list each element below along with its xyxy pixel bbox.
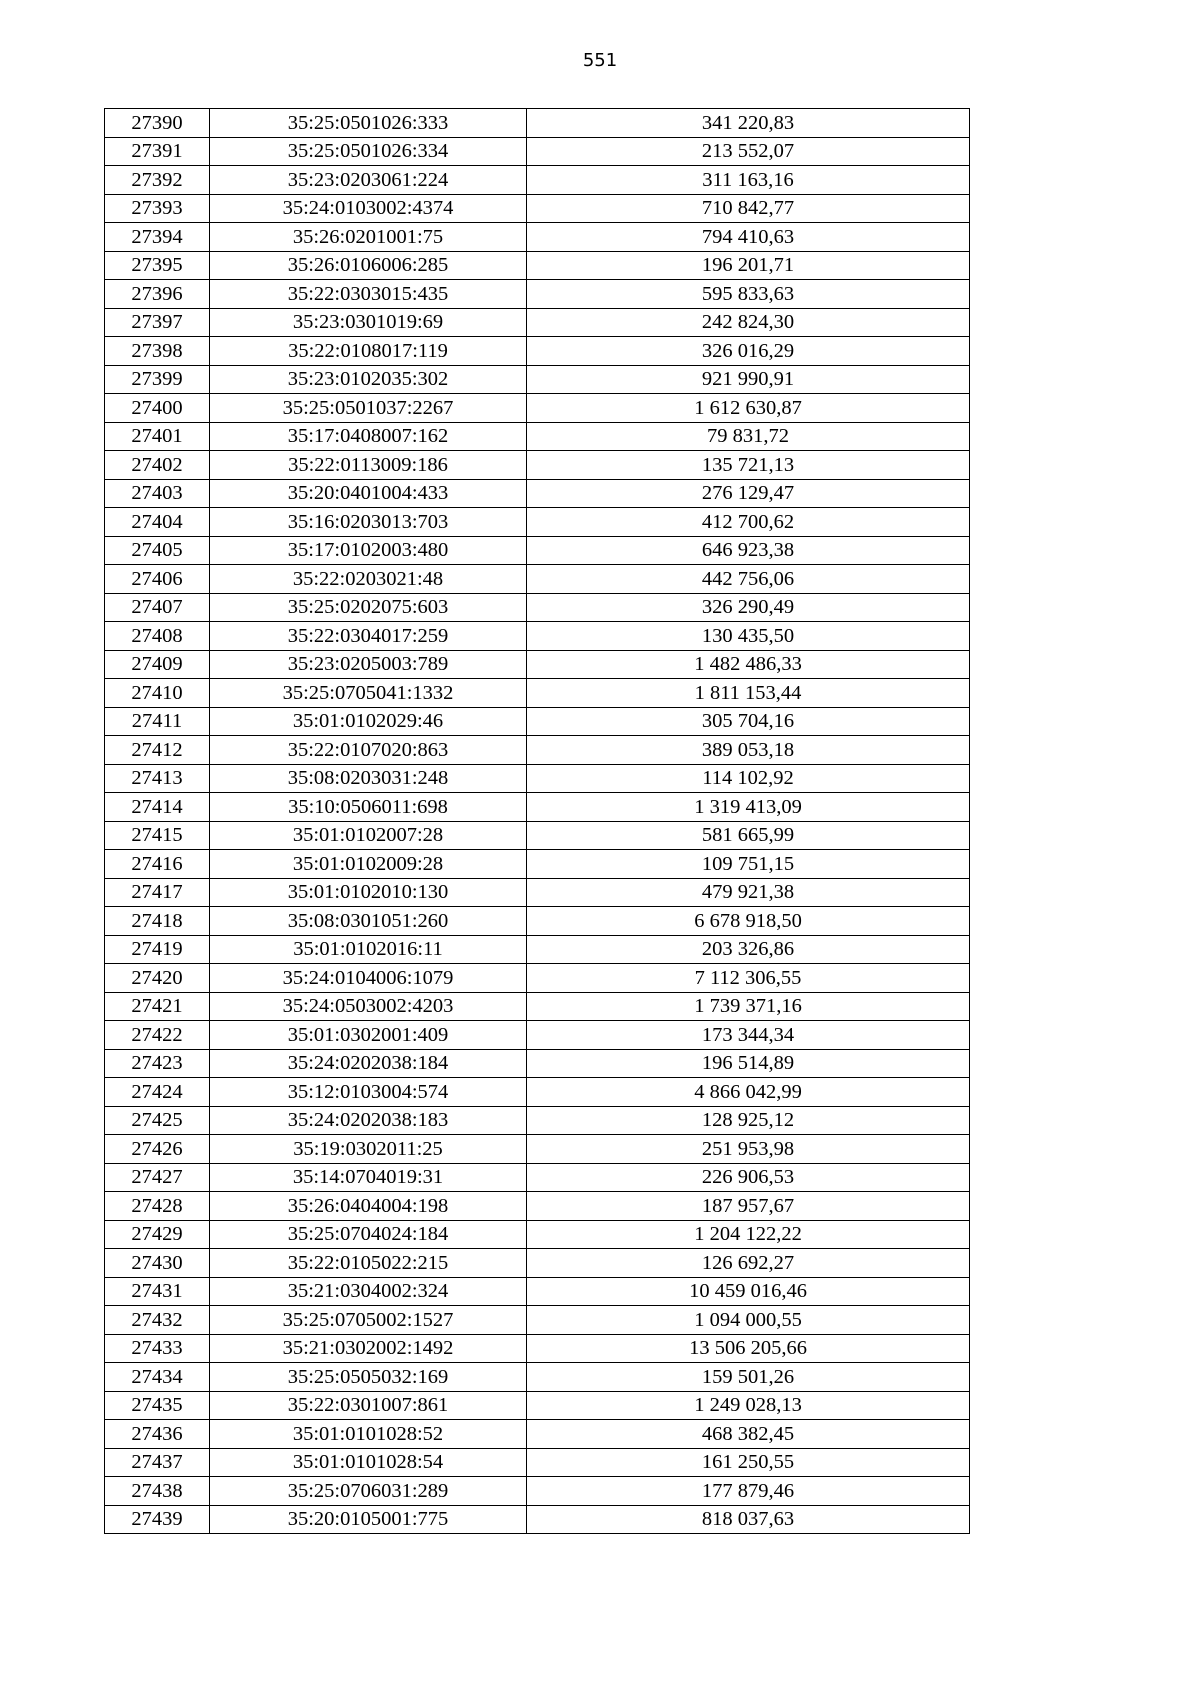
cadastral-number-cell: 35:25:0202075:603	[210, 593, 527, 622]
row-number-cell: 27414	[105, 793, 210, 822]
table-row	[105, 1391, 970, 1420]
row-number-cell: 27405	[105, 536, 210, 565]
cadastral-number-cell: 35:24:0103002:4374	[210, 194, 527, 223]
cadastral-number-cell: 35:01:0101028:52	[210, 1420, 527, 1449]
table-row	[105, 793, 970, 822]
cadastral-number-cell: 35:01:0102007:28	[210, 821, 527, 850]
row-number-cell: 27411	[105, 707, 210, 736]
table-row	[105, 280, 970, 309]
row-number-cell: 27416	[105, 850, 210, 879]
cadastral-value-cell: 135 721,13	[527, 451, 970, 480]
cadastral-value-cell: 13 506 205,66	[527, 1334, 970, 1363]
cadastral-number-cell: 35:22:0105022:215	[210, 1249, 527, 1278]
row-number-cell: 27437	[105, 1448, 210, 1477]
table-row	[105, 764, 970, 793]
row-number-cell: 27428	[105, 1192, 210, 1221]
row-number-cell: 27402	[105, 451, 210, 480]
cadastral-value-cell: 479 921,38	[527, 878, 970, 907]
cadastral-value-cell: 4 866 042,99	[527, 1078, 970, 1107]
cadastral-number-cell: 35:22:0107020:863	[210, 736, 527, 765]
row-number-cell: 27409	[105, 650, 210, 679]
row-number-cell: 27410	[105, 679, 210, 708]
row-number-cell: 27399	[105, 365, 210, 394]
row-number-cell: 27396	[105, 280, 210, 309]
cadastral-value-cell: 794 410,63	[527, 223, 970, 252]
cadastral-value-cell: 276 129,47	[527, 479, 970, 508]
cadastral-value-cell: 646 923,38	[527, 536, 970, 565]
table-row	[105, 736, 970, 765]
cadastral-number-cell: 35:08:0203031:248	[210, 764, 527, 793]
cadastral-value-cell: 326 290,49	[527, 593, 970, 622]
cadastral-value-cell: 159 501,26	[527, 1363, 970, 1392]
table-row	[105, 1163, 970, 1192]
table-row	[105, 1505, 970, 1534]
cadastral-value-cell: 196 514,89	[527, 1049, 970, 1078]
row-number-cell: 27436	[105, 1420, 210, 1449]
row-number-cell: 27438	[105, 1477, 210, 1506]
cadastral-number-cell: 35:14:0704019:31	[210, 1163, 527, 1192]
table-row	[105, 1049, 970, 1078]
table-row	[105, 679, 970, 708]
table-row	[105, 1078, 970, 1107]
cadastral-number-cell: 35:01:0101028:54	[210, 1448, 527, 1477]
table-row	[105, 1477, 970, 1506]
row-number-cell: 27404	[105, 508, 210, 537]
cadastral-number-cell: 35:23:0102035:302	[210, 365, 527, 394]
table-row	[105, 308, 970, 337]
cadastral-number-cell: 35:22:0301007:861	[210, 1391, 527, 1420]
table-row	[105, 166, 970, 195]
cadastral-value-cell: 128 925,12	[527, 1106, 970, 1135]
cadastral-number-cell: 35:22:0113009:186	[210, 451, 527, 480]
cadastral-value-cell: 468 382,45	[527, 1420, 970, 1449]
table-row	[105, 251, 970, 280]
table-row	[105, 1420, 970, 1449]
row-number-cell: 27430	[105, 1249, 210, 1278]
table-row	[105, 565, 970, 594]
row-number-cell: 27417	[105, 878, 210, 907]
cadastral-value-cell: 581 665,99	[527, 821, 970, 850]
table-row	[105, 223, 970, 252]
cadastral-value-cell: 305 704,16	[527, 707, 970, 736]
table-row	[105, 878, 970, 907]
row-number-cell: 27439	[105, 1505, 210, 1534]
cadastral-value-cell: 1 612 630,87	[527, 394, 970, 423]
cadastral-number-cell: 35:08:0301051:260	[210, 907, 527, 936]
cadastral-number-cell: 35:17:0102003:480	[210, 536, 527, 565]
cadastral-value-cell: 1 319 413,09	[527, 793, 970, 822]
cadastral-number-cell: 35:25:0505032:169	[210, 1363, 527, 1392]
table-row	[105, 1135, 970, 1164]
table-body	[105, 109, 970, 1534]
cadastral-value-cell: 114 102,92	[527, 764, 970, 793]
row-number-cell: 27407	[105, 593, 210, 622]
cadastral-value-cell: 130 435,50	[527, 622, 970, 651]
cadastral-number-cell: 35:25:0704024:184	[210, 1220, 527, 1249]
table-row	[105, 479, 970, 508]
cadastral-number-cell: 35:16:0203013:703	[210, 508, 527, 537]
row-number-cell: 27424	[105, 1078, 210, 1107]
table-row	[105, 992, 970, 1021]
table-row	[105, 821, 970, 850]
cadastral-number-cell: 35:01:0302001:409	[210, 1021, 527, 1050]
cadastral-value-cell: 1 482 486,33	[527, 650, 970, 679]
cadastral-value-cell: 1 094 000,55	[527, 1306, 970, 1335]
cadastral-number-cell: 35:23:0301019:69	[210, 308, 527, 337]
cadastral-number-cell: 35:22:0203021:48	[210, 565, 527, 594]
row-number-cell: 27433	[105, 1334, 210, 1363]
row-number-cell: 27431	[105, 1277, 210, 1306]
cadastral-number-cell: 35:22:0108017:119	[210, 337, 527, 366]
row-number-cell: 27392	[105, 166, 210, 195]
cadastral-value-cell: 326 016,29	[527, 337, 970, 366]
cadastral-value-cell: 196 201,71	[527, 251, 970, 280]
cadastral-value-cell: 242 824,30	[527, 308, 970, 337]
cadastral-number-cell: 35:01:0102029:46	[210, 707, 527, 736]
row-number-cell: 27401	[105, 422, 210, 451]
cadastral-number-cell: 35:19:0302011:25	[210, 1135, 527, 1164]
row-number-cell: 27394	[105, 223, 210, 252]
cadastral-number-cell: 35:24:0503002:4203	[210, 992, 527, 1021]
cadastral-value-cell: 710 842,77	[527, 194, 970, 223]
row-number-cell: 27425	[105, 1106, 210, 1135]
cadastral-number-cell: 35:24:0104006:1079	[210, 964, 527, 993]
row-number-cell: 27422	[105, 1021, 210, 1050]
row-number-cell: 27435	[105, 1391, 210, 1420]
cadastral-value-cell: 109 751,15	[527, 850, 970, 879]
cadastral-number-cell: 35:12:0103004:574	[210, 1078, 527, 1107]
cadastral-number-cell: 35:22:0303015:435	[210, 280, 527, 309]
row-number-cell: 27406	[105, 565, 210, 594]
table-row	[105, 1363, 970, 1392]
table-row	[105, 365, 970, 394]
row-number-cell: 27421	[105, 992, 210, 1021]
table-row	[105, 935, 970, 964]
cadastral-value-cell: 1 249 028,13	[527, 1391, 970, 1420]
row-number-cell: 27390	[105, 109, 210, 138]
row-number-cell: 27426	[105, 1135, 210, 1164]
cadastral-number-cell: 35:10:0506011:698	[210, 793, 527, 822]
table-row	[105, 1448, 970, 1477]
cadastral-number-cell: 35:01:0102016:11	[210, 935, 527, 964]
table-row	[105, 650, 970, 679]
cadastral-value-cell: 226 906,53	[527, 1163, 970, 1192]
cadastral-value-cell: 595 833,63	[527, 280, 970, 309]
table-row	[105, 593, 970, 622]
cadastral-value-cell: 10 459 016,46	[527, 1277, 970, 1306]
cadastral-value-cell: 203 326,86	[527, 935, 970, 964]
cadastral-value-cell: 1 204 122,22	[527, 1220, 970, 1249]
row-number-cell: 27415	[105, 821, 210, 850]
cadastral-value-cell: 1 811 153,44	[527, 679, 970, 708]
row-number-cell: 27434	[105, 1363, 210, 1392]
table-row	[105, 451, 970, 480]
cadastral-number-cell: 35:25:0501026:334	[210, 137, 527, 166]
row-number-cell: 27419	[105, 935, 210, 964]
page-number: 551	[582, 50, 618, 71]
row-number-cell: 27408	[105, 622, 210, 651]
table-row	[105, 194, 970, 223]
table-row	[105, 707, 970, 736]
cadastral-value-cell: 1 739 371,16	[527, 992, 970, 1021]
row-number-cell: 27393	[105, 194, 210, 223]
cadastral-number-cell: 35:22:0304017:259	[210, 622, 527, 651]
table-row	[105, 622, 970, 651]
cadastral-value-cell: 341 220,83	[527, 109, 970, 138]
table-row	[105, 337, 970, 366]
cadastral-value-cell: 213 552,07	[527, 137, 970, 166]
cadastral-number-cell: 35:24:0202038:183	[210, 1106, 527, 1135]
table-row	[105, 1192, 970, 1221]
row-number-cell: 27429	[105, 1220, 210, 1249]
table-row	[105, 1306, 970, 1335]
cadastral-number-cell: 35:23:0205003:789	[210, 650, 527, 679]
row-number-cell: 27427	[105, 1163, 210, 1192]
cadastral-value-cell: 251 953,98	[527, 1135, 970, 1164]
row-number-cell: 27423	[105, 1049, 210, 1078]
cadastral-value-cell: 187 957,67	[527, 1192, 970, 1221]
cadastral-value-table	[104, 108, 970, 1534]
cadastral-value-cell: 177 879,46	[527, 1477, 970, 1506]
cadastral-number-cell: 35:23:0203061:224	[210, 166, 527, 195]
table-row	[105, 109, 970, 138]
cadastral-value-cell: 79 831,72	[527, 422, 970, 451]
row-number-cell: 27432	[105, 1306, 210, 1335]
cadastral-value-cell: 173 344,34	[527, 1021, 970, 1050]
row-number-cell: 27413	[105, 764, 210, 793]
row-number-cell: 27418	[105, 907, 210, 936]
cadastral-number-cell: 35:25:0501037:2267	[210, 394, 527, 423]
cadastral-number-cell: 35:21:0302002:1492	[210, 1334, 527, 1363]
cadastral-number-cell: 35:17:0408007:162	[210, 422, 527, 451]
table-row	[105, 422, 970, 451]
cadastral-value-cell: 311 163,16	[527, 166, 970, 195]
table-row	[105, 137, 970, 166]
cadastral-number-cell: 35:26:0404004:198	[210, 1192, 527, 1221]
cadastral-number-cell: 35:25:0705041:1332	[210, 679, 527, 708]
table-row	[105, 508, 970, 537]
cadastral-value-cell: 126 692,27	[527, 1249, 970, 1278]
cadastral-number-cell: 35:01:0102010:130	[210, 878, 527, 907]
table-row	[105, 1334, 970, 1363]
row-number-cell: 27403	[105, 479, 210, 508]
cadastral-number-cell: 35:20:0105001:775	[210, 1505, 527, 1534]
cadastral-number-cell: 35:24:0202038:184	[210, 1049, 527, 1078]
cadastral-value-cell: 442 756,06	[527, 565, 970, 594]
table-row	[105, 850, 970, 879]
row-number-cell: 27395	[105, 251, 210, 280]
cadastral-value-cell: 818 037,63	[527, 1505, 970, 1534]
row-number-cell: 27391	[105, 137, 210, 166]
cadastral-number-cell: 35:21:0304002:324	[210, 1277, 527, 1306]
cadastral-number-cell: 35:01:0102009:28	[210, 850, 527, 879]
cadastral-value-cell: 412 700,62	[527, 508, 970, 537]
row-number-cell: 27420	[105, 964, 210, 993]
cadastral-number-cell: 35:26:0106006:285	[210, 251, 527, 280]
table-row	[105, 1106, 970, 1135]
cadastral-number-cell: 35:25:0501026:333	[210, 109, 527, 138]
cadastral-value-cell: 389 053,18	[527, 736, 970, 765]
table-row	[105, 1220, 970, 1249]
table-row	[105, 1021, 970, 1050]
row-number-cell: 27397	[105, 308, 210, 337]
table-row	[105, 907, 970, 936]
row-number-cell: 27398	[105, 337, 210, 366]
cadastral-value-cell: 6 678 918,50	[527, 907, 970, 936]
table-row	[105, 536, 970, 565]
row-number-cell: 27400	[105, 394, 210, 423]
table-row	[105, 1249, 970, 1278]
table-row	[105, 964, 970, 993]
cadastral-value-cell: 921 990,91	[527, 365, 970, 394]
cadastral-number-cell: 35:25:0705002:1527	[210, 1306, 527, 1335]
cadastral-number-cell: 35:20:0401004:433	[210, 479, 527, 508]
cadastral-value-cell: 7 112 306,55	[527, 964, 970, 993]
cadastral-number-cell: 35:26:0201001:75	[210, 223, 527, 252]
cadastral-value-cell: 161 250,55	[527, 1448, 970, 1477]
table-row	[105, 394, 970, 423]
table-row	[105, 1277, 970, 1306]
row-number-cell: 27412	[105, 736, 210, 765]
cadastral-number-cell: 35:25:0706031:289	[210, 1477, 527, 1506]
